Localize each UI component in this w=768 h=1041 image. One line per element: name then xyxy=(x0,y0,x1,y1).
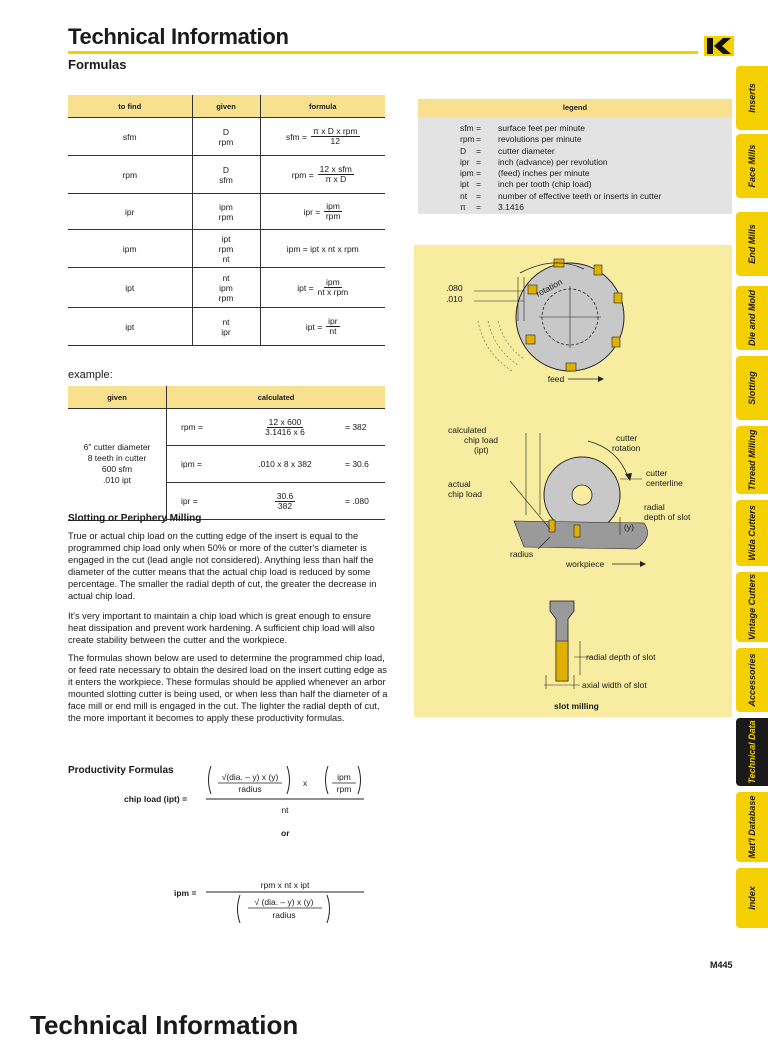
col-header-calculated: calculated xyxy=(167,386,386,409)
calc-chip-load-label: chip load xyxy=(464,435,499,445)
legend-item: rpm = revolutions per minute xyxy=(460,134,582,145)
or-label: or xyxy=(281,828,290,838)
legend-item: ipr = inch (advance) per revolution xyxy=(460,156,608,167)
legend-item: π = 3.1416 xyxy=(460,202,524,213)
formulas-table xyxy=(68,95,385,346)
tab-index[interactable]: Index xyxy=(736,868,768,928)
calc-chip-load-label: calculated xyxy=(448,425,487,435)
radial-depth-label: depth of slot xyxy=(644,512,691,522)
cell-find: ipm xyxy=(68,230,192,268)
legend-item: ipm = (feed) inches per minute xyxy=(460,168,590,179)
cell-given: ipt rpm nt xyxy=(192,230,260,268)
cutter-rotation-label: cutter xyxy=(616,433,638,443)
rotation-label: rotation xyxy=(534,276,564,299)
slotting-paragraph-1: True or actual chip load on the cutting edge of the insert is equal to the programmed chip load only when 50% or more of the cutter's diameter is engaged in the cut (lead angle not considered). Anything less than half the diameter of the cutter means that the actual chip load is reduced by some percentage. The smaller the radial depth of cut, the greater the decrease in actual chip load. xyxy=(68,531,377,601)
cell-formula: ipt = $\frac{\text{ipm}}{\text{nt x rpm}}$ xyxy=(260,268,385,308)
section-subtitle: Formulas xyxy=(68,57,127,72)
tab-matl-database[interactable]: Mat'l Database xyxy=(736,792,768,862)
table-row xyxy=(68,230,385,268)
cell-find: sfm xyxy=(68,118,192,156)
calc-row: ipm = .010 x 8 x 382 = 30.6 xyxy=(167,446,385,483)
tab-die-and-mold[interactable]: Die and Mold xyxy=(736,286,768,350)
page-title: Technical Information xyxy=(68,24,289,49)
ipm-label: ipm = xyxy=(174,888,197,898)
tab-end-mills[interactable]: End Mills xyxy=(736,212,768,276)
radial-depth-label: radial depth of slot xyxy=(586,652,656,662)
centerline-label: cutter xyxy=(646,468,668,478)
actual-chip-load-label: actual xyxy=(448,479,471,489)
tab-wida-cutters[interactable]: Wida Cutters xyxy=(736,500,768,566)
next-page-title: Technical Information xyxy=(30,1010,299,1040)
slotting-cutter-diagram-icon xyxy=(448,425,691,569)
diagram-panel xyxy=(414,245,732,717)
cell-find: rpm xyxy=(68,156,192,194)
cell-given: D sfm xyxy=(192,156,260,194)
cell-formula: ipm = ipt x nt x rpm xyxy=(260,230,385,268)
col-header-formula: formula xyxy=(260,95,385,118)
chip-load-label: chip load (ipt) = xyxy=(124,794,188,804)
slotting-paragraph-3: The formulas shown below are used to determine the programmed chip load, or feed rate necessary to obtain the desired load on the insert cutting edge as it enters the workpiece. These formulas should be applied whenever an arbor mounted slotting cutter is being used, or when less than half the diameter of a face mill or end mill is engaged in the cut. The lighter the radial depth of cut, the more important it becomes to apply these productivity formulas. xyxy=(68,653,388,723)
tab-vintage-cutters[interactable]: Vintage Cutters xyxy=(736,572,768,642)
calc-chip-load-label: (ipt) xyxy=(474,445,489,455)
radial-depth-label: radial xyxy=(644,502,665,512)
tab-slotting[interactable]: Slotting xyxy=(736,356,768,420)
col-header-to-find: to find xyxy=(68,95,192,118)
slot-milling-diagram-icon xyxy=(544,601,656,711)
ipm-formula: rpm x nt x ipt √ (dia. – y) x (y) radius xyxy=(206,880,364,926)
tab-inserts[interactable]: Inserts xyxy=(736,66,768,130)
dim-label: .010 xyxy=(446,294,463,304)
legend-item: ipt = inch per tooth (chip load) xyxy=(460,179,592,190)
radius-label: radius xyxy=(510,549,534,559)
slot-milling-caption: slot milling xyxy=(554,701,599,711)
table-row xyxy=(68,268,385,308)
tab-accessories[interactable]: Accessories xyxy=(736,648,768,712)
cell-given: ipm rpm xyxy=(192,194,260,230)
cell-find: ipt xyxy=(68,308,192,346)
centerline-label: centerline xyxy=(646,478,683,488)
col-header-given: given xyxy=(68,386,167,409)
example-calculated xyxy=(167,409,386,521)
cutter-rotation-label: rotation xyxy=(612,443,641,453)
axial-width-label: axial width of slot xyxy=(582,680,647,690)
feed-label: feed xyxy=(547,374,565,384)
cell-formula: sfm = $\frac{\text{π x D x rpm}}{12}$ xyxy=(260,118,385,156)
actual-chip-load-label: chip load xyxy=(448,489,483,499)
workpiece-label: workpiece xyxy=(566,559,605,569)
y-label: (y) xyxy=(624,522,634,532)
table-row xyxy=(68,156,385,194)
cell-find: ipt xyxy=(68,268,192,308)
calc-row: rpm = $\frac{12 x 600}{3.1416 x 6}$ = 382 xyxy=(167,409,385,446)
milling-diagrams xyxy=(414,245,732,717)
chip-load-formula: √(dia. – y) x (y) radius x ipm rpm nt xyxy=(206,764,364,824)
cell-formula: ipt = $\frac{\text{ipr}}{nt}$ xyxy=(260,308,385,346)
legend-item: D = cutter diameter xyxy=(460,145,555,156)
kennametal-k-logo-icon xyxy=(704,36,734,56)
slotting-heading: Slotting or Periphery Milling xyxy=(68,513,202,524)
cell-formula: ipr = $\frac{\text{ipm}}{\text{rpm}}$ xyxy=(260,194,385,230)
tab-technical-data[interactable]: Technical Data xyxy=(736,718,768,786)
cell-find: ipr xyxy=(68,194,192,230)
tab-thread-milling[interactable]: Thread Milling xyxy=(736,426,768,494)
example-label: example: xyxy=(68,369,113,381)
slotting-paragraph-2: It's very important to maintain a chip load which is great enough to ensure heat dissipation and prevent work hardening. A sufficient chip load will also create stability between the cutter and the workpiece. xyxy=(68,611,375,645)
table-row xyxy=(68,194,385,230)
dim-label: .080 xyxy=(446,283,463,293)
table-row xyxy=(68,308,385,346)
legend-item: nt = number of effective teeth or inserts in cutter xyxy=(460,190,662,201)
tab-face-mills[interactable]: Face Mills xyxy=(736,134,768,198)
page-number: M445 xyxy=(710,960,733,970)
cell-formula: rpm = $\frac{\text{12 x sfm}}{\text{π x D}}$ xyxy=(260,156,385,194)
legend-item: sfm = surface feet per minute xyxy=(460,123,585,133)
productivity-heading: Productivity Formulas xyxy=(68,765,174,776)
col-header-given: given xyxy=(192,95,260,118)
title-rule xyxy=(68,51,698,54)
example-table xyxy=(68,386,385,521)
cell-given: nt ipr xyxy=(192,308,260,346)
legend-box xyxy=(418,99,732,214)
face-mill-diagram-icon xyxy=(446,259,624,384)
calc-row: ipr = $\frac{30.6}{382}$ = .080 xyxy=(167,483,385,520)
example-given: 6" cutter diameter 8 teeth in cutter 600 sfm .010 ipt xyxy=(68,409,167,521)
cell-given: D rpm xyxy=(192,118,260,156)
cell-given: nt ipm rpm xyxy=(192,268,260,308)
table-row xyxy=(68,118,385,156)
legend-title: legend xyxy=(418,99,732,117)
